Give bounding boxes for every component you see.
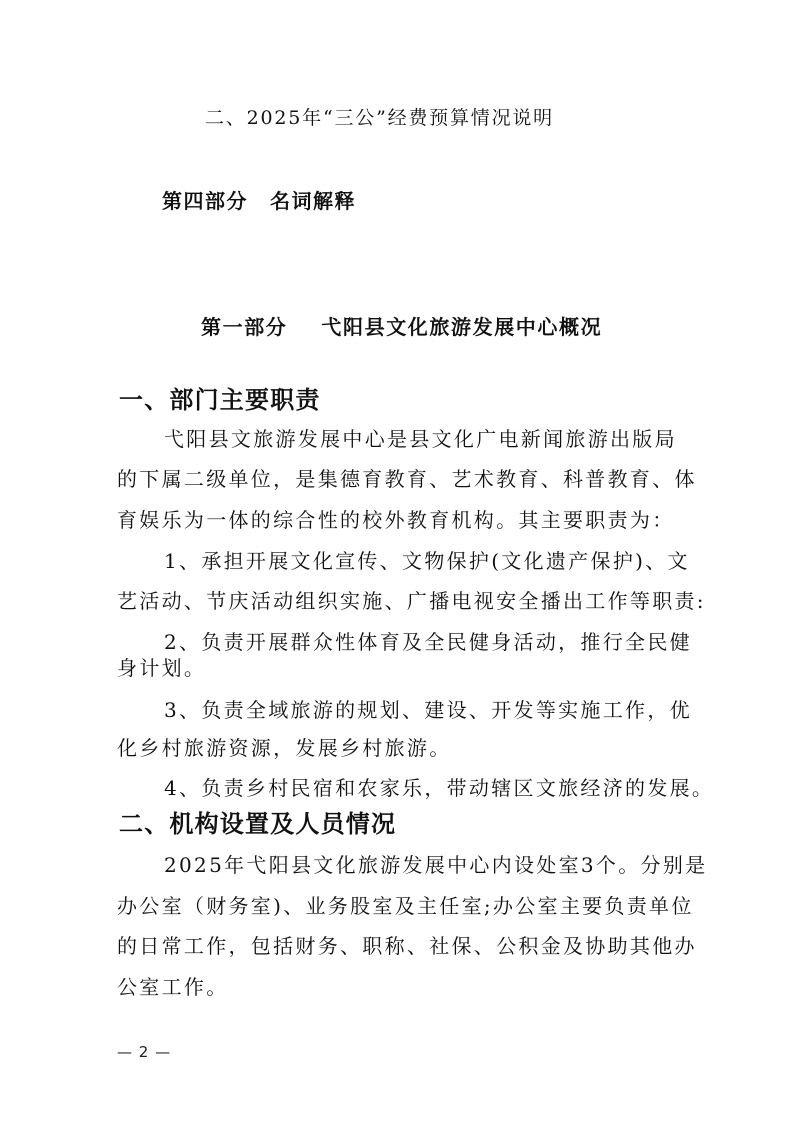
section-heading-organization: 二、机构设置及人员情况 <box>119 809 397 838</box>
paragraph-line: 4、负责乡村民宿和农家乐，带动辖区文旅经济的发展。 <box>164 776 715 800</box>
toc-part-number: 第四部分 <box>162 189 248 213</box>
part-one-title <box>201 315 602 339</box>
paragraph-line: 艺活动、节庆活动组织实施、广播电视安全播出工作等职责: <box>117 589 706 613</box>
paragraph-line: 办公室（财务室)、业务股室及主任室;办公室主要负责单位 <box>117 894 694 918</box>
page-number: — 2 — <box>117 1043 172 1061</box>
paragraph-line: 身计划。 <box>117 656 207 680</box>
part-number: 第一部分 <box>201 315 288 339</box>
part-title-text: 弋阳县文化旅游发展中心概况 <box>321 315 603 339</box>
paragraph-line: 3、负责全域旅游的规划、建设、开发等实施工作，优 <box>164 698 692 722</box>
paragraph-line: 2025年弋阳县文化旅游发展中心内设处室3个。分别是 <box>164 853 708 877</box>
paragraph-line: 1、承担开展文化宣传、文物保护(文化遗产保护)、文 <box>164 549 690 573</box>
paragraph-line: 公室工作。 <box>117 975 229 999</box>
paragraph-line: 2、负责开展群众性体育及全民健身活动，推行全民健 <box>164 630 692 654</box>
toc-part-four <box>162 189 356 213</box>
paragraph-line: 化乡村旅游资源，发展乡村旅游。 <box>117 736 452 760</box>
paragraph-line: 的下属二级单位，是集德育教育、艺术教育、科普教育、体 <box>117 467 697 491</box>
toc-item: 二、2025年“三公”经费预算情况说明 <box>205 107 554 129</box>
paragraph-line: 弋阳县文旅游发展中心是县文化广电新闻旅游出版局 <box>164 427 677 451</box>
toc-part-title: 名词解释 <box>270 189 356 213</box>
section-heading-duties: 一、部门主要职责 <box>119 385 321 414</box>
paragraph-line: 育娱乐为一体的综合性的校外教育机构。其主要职责为： <box>117 508 675 532</box>
paragraph-line: 的日常工作，包括财务、职称、社保、公积金及协助其他办 <box>117 934 697 958</box>
